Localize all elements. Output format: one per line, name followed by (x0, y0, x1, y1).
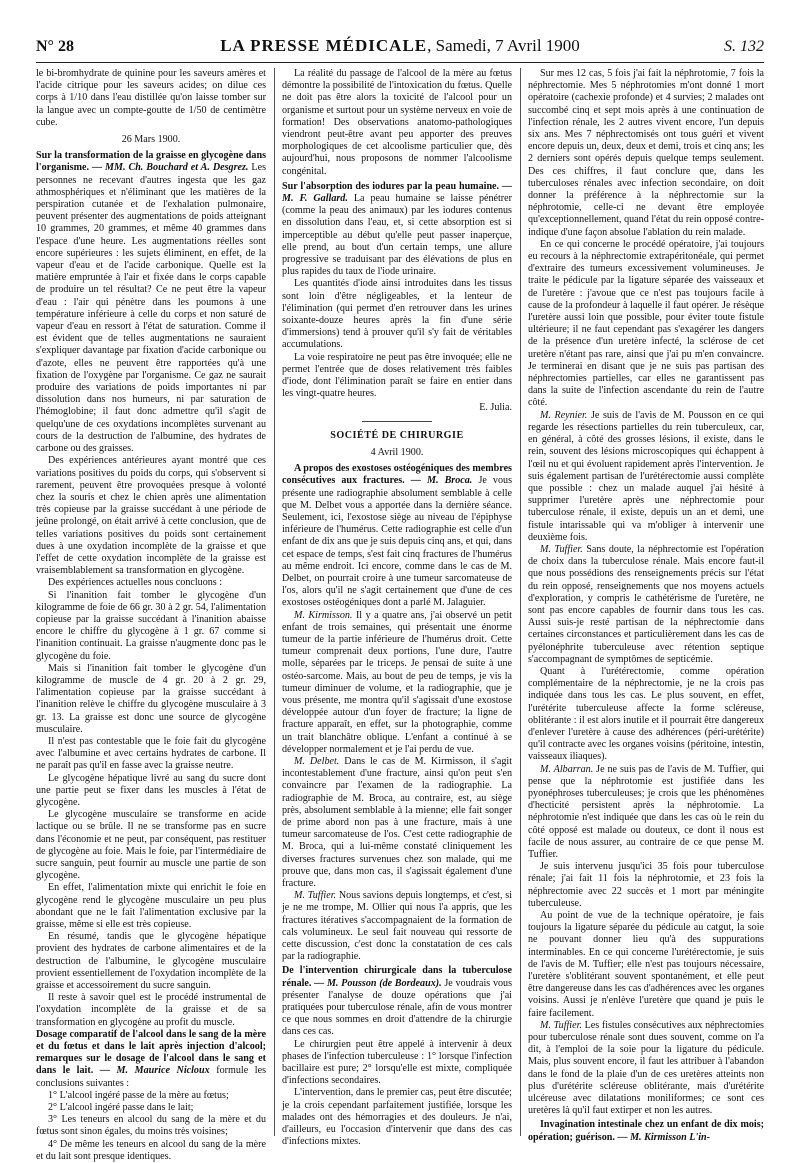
paragraph: Des expériences actuelles nous concluons : (48, 577, 223, 589)
paragraph: Je ne suis pas de l'avis de M. Tuffier, qui pense que la néphrotomie est justifiée dans les pyonéphroses tuberculeuses; je crois que les phénomènes d'hecticité persistent après la néphrotomie. La néphrotomie n'est indiquée que dans les cas où le rein du côté opposé est malade ou douteux, ce dont il nous est facile de nous assurer, au contraire de ce que pense M. Tuffier. (528, 763, 765, 860)
paragraph: Il y a quatre ans, j'ai observé un petit enfant de trois semaines, qui présentait une énorme tumeur de la partie inférieure de l'humérus droit. Cette tumeur comprenait deux portions, l'une dure, l'autre molle, séparées par le triceps. Je pensai de suite à une ostéo-sarcome. Mais, au bout de peu de temps, je vis la tumeur diminuer de volume, et la radiographie, que je vous présente, me montra qu'il s'agissait d'une exostose développée autour d'un foyer de fracture; la ligne de fracture apparaît, en effet, sur la photographie, comme un trait blanchâtre oblique. L'enfant a continué à se développer normalement et je l'ai perdu de vue. (282, 609, 512, 755)
column-2 (282, 68, 513, 1148)
list-item: 2° L'alcool ingéré passe dans le lait; (48, 1102, 194, 1114)
article-authors: — M. Maurice Nicloux (99, 1065, 210, 1077)
journal-title (0, 36, 800, 56)
paragraph: En effet, l'alimentation mixte qui enrichit le foie en glycogène rend le glycogène musculaire un peu plus abondant que ne le fait l'alimentation exclusive par la graisse, même si elle est très copieuse. (36, 882, 266, 931)
issue-number: N° 28 (36, 38, 74, 55)
article-title: Sur la transformation de la graisse en glycogène dans l'organisme. (36, 150, 266, 174)
article-heading (282, 965, 512, 1038)
list-item: 4° De même les teneurs en alcool du sang de la mère et du lait sont presque identiques. (36, 1138, 266, 1162)
page-number: S. 132 (724, 38, 764, 55)
page-header (0, 0, 800, 62)
paragraph: Si l'inanition fait tomber le glycogène d'un kilogramme de foie de 66 gr. 30 à 2 gr. 54, l'alimentation copieuse par la graisse succédant à l'inanition abaisse encore le chiffre du glycogène à 1 gr. 67 comme si l'inanition continuait. La graisse n'augmente donc pas le glycogène du foie. (36, 589, 266, 662)
paragraph: Le glycogène hépatique livré au sang du sucre dont une partie peut se fixer dans les muscles à l'état de glycogène. (36, 772, 266, 808)
column-1 (36, 68, 266, 1162)
speaker: M. Delbet. (294, 755, 340, 767)
paragraph: En résumé, tandis que le glycogène hépatique provient des hydrates de carbone alimentaires et de la destruction de l'albumine, le glycogène musculaire provient essentiellement de l'oxydation incomplète de la graisse et accessoirement du sucre sanguin. (36, 931, 266, 992)
paragraph: Les quantités d'iode ainsi introduites dans les tissus sont loin d'être négligeables, et la lenteur de l'élimination (qui permet d'en retrouver dans les urines soixante-douze heures après la fin d'une série d'immersions) tend à prouver qu'il s'y fait de véritables accumulations. (282, 278, 512, 351)
column-divider (520, 68, 521, 1136)
list-item: 1° L'alcool ingéré passe de la mère au fœtus; (48, 1089, 229, 1101)
paragraph: Je suis intervenu jusqu'ici 35 fois pour tuberculose rénale; j'ai fait 11 fois la néphrotomie, et 23 fois la néphrectomie avec 22 succès et 1 mort par méningite tuberculeuse. (528, 861, 764, 909)
header-rule (36, 62, 764, 63)
speaker: M. Kirmisson. (294, 609, 353, 621)
speaker: M. Tuffier. (294, 890, 337, 902)
speech (282, 610, 512, 756)
article-heading (36, 150, 266, 455)
speech (528, 1020, 764, 1118)
article-authors: — M. F. Gallard. (282, 180, 512, 205)
article-heading (36, 1029, 266, 1090)
article-authors: — MM. Ch. Bouchard et A. Desgrez. (91, 162, 249, 174)
article-title: Dosage comparatif de l'alcool dans le sang de la mère et du fœtus et dans le lait après injection d'alcool; remarques sur le dosage de l'alcool dans le sang et dans le lait. (36, 1028, 266, 1077)
journal-name: LA PRESSE MÉDICALE (220, 36, 428, 55)
paragraph: L'intervention, dans le premier cas, peut être discutée; je la crois cependant parfaitement justifiée, lorsque les malades ont des hémorragies et des douleurs. Je n'ai, d'ailleurs, eu l'occasion d'intervenir que dans des cas d'infections mixtes. (282, 1087, 512, 1148)
article-heading (528, 1119, 764, 1143)
speaker: M. Reynier. (540, 409, 588, 421)
article-title: A propos des exostoses ostéogéniques des membres consécutives aux fractures. (282, 463, 512, 487)
article-authors: — M. Kirmisson L'in- (617, 1131, 711, 1143)
speech (528, 410, 764, 544)
speech (282, 890, 512, 963)
paragraph: Sans doute, la néphrectomie est l'opération de choix dans la tuberculose rénale. Mais encore faut-il que nous possédions des renseignements précis sur l'état du rein opposé, renseignements que nos moyens actuels d'exploration, y compris le cathétérisme de l'uretère, ne sont pas encore capables de fournir dans tous les cas. Aussi suis-je resté partisan de la néphrectomie dans certaines circonstances et particulièrement dans les cas de pyélonéphrite tuberculeuse avec rétention septique s'accompagnant de symptômes de septicémie. (528, 543, 764, 665)
signature: E. Julia. (479, 402, 512, 414)
paragraph: Il reste à savoir quel est le procédé instrumental de l'oxydation incomplète de la graisse et de sa transformation en glycogène au profit du muscle. (36, 992, 266, 1028)
speaker: M. Tuffier. (540, 543, 583, 555)
paragraph: formule les conclusions suivantes : (36, 1065, 266, 1089)
paragraph: Il n'est pas contestable que le foie fait du glycogène avec l'albumine et avec certains hydrates de carbone. Il ne paraît pas qu'il en fasse avec la graisse neutre. (36, 735, 266, 772)
section-divider (362, 421, 432, 422)
paragraph: Au point de vue de la technique opératoire, je fais toujours la ligature séparée du pédicule au catgut, la soie ne pouvant donner lieu qu'à des suppurations interminables. En ce qui concerne l'urétérectomie, je suis de l'avis de M. Tuffier; elle n'est pas toujours nécessaire, l'uretère s'oblitérant souvent spontanément, et elle peut être dangereuse dans les cas d'adhérences avec les organes voisins. Aussi je n'enlève l'uretère que quand je puis le faire facilement. (528, 910, 764, 1019)
speech (528, 764, 764, 862)
speech (528, 544, 764, 666)
paragraph: Le glycogène musculaire se transforme en acide lactique ou se brûle. Il ne se transforme pas en sucre dans l'économie et ne peut, par conséquent, pas restituer de glycogène au foie. Mais le foie, par l'intermédiaire de sucre sanguin, peut fournir au muscle une partie de son glycogène. (36, 809, 266, 882)
paragraph: Je voudrais vous présenter l'analyse de douze opérations que j'ai pratiquées pour tuberculose rénale, afin de vous montrer ce que nous sommes en droit d'attendre de la chirurgie dans ces cas. (282, 977, 513, 1038)
speaker: M. Tuffier. (540, 1019, 582, 1031)
article-title: Sur l'absorption des iodures par la peau humaine. (282, 180, 500, 192)
article-authors: — M. Pousson (de Bordeaux). (314, 977, 442, 989)
paragraph: La peau humaine se laisse pénétrer (comme la peau des animaux) par les iodures contenus en dissolution dans l'eau, et, si cette absorption est si imperceptible au début qu'elle peut passer inaperçue, elle prend, au bout d'un certain temps, une allure progressive se traduisant par des élévations de plus en plus rapides du taux de l'iode urinaire. (282, 193, 512, 278)
speech (282, 756, 512, 890)
paragraph: Dans le cas de M. Kirmisson, il s'agit incontestablement d'une fracture, ainsi qu'on peut s'en convaincre par l'examen de la radiographie. La radiographie de M. Broca, au contraire, est, au siège près, absolument semblable à la mienne; elle fait songer de prime abord non pas à une fracture, mais à une tumeur sarcomateuse de l'os. C'est cette radiographie de M. Broca, qui a lui-même constaté cliniquement les diverses fractures survenues chez son malade, qui me prouve que, dans mon cas, il s'agissait également d'une fracture. (282, 755, 513, 889)
paragraph: La voie respiratoire ne peut pas être invoquée; elle ne permet l'entrée que de doses relativement très faibles d'iode, dont l'élimination paraît se faire en entier dans les vingt-quatre heures. (282, 351, 512, 400)
paragraph: Quant à l'urétérectomie, comme opération complémentaire de la néphrectomie, je ne la crois pas indiquée dans tous les cas. Le plus souvent, en effet, l'urétérite tuberculeuse affecte la forme scléreuse, oblitérante : il est alors inutile et il pourrait être dangereux d'enlever l'uretère à cause des adhérences (péri-urétérite) qu'il contracte avec les organes voisins (péritoine, intestin, vaisseaux iliaques). (528, 665, 764, 763)
list-item: 3° Les teneurs en alcool du sang de la mère et du fœtus sont sinon égales, du moins très voisines; (36, 1114, 266, 1138)
paragraph: Je vous présente une radiographie absolument semblable à celle que M. Delbet vous a apportée dans la dernière séance. Seulement, ici, l'exostose siège au niveau de l'épiphyse inférieure de l'humérus. Cette radiographie est celle d'un enfant de dix ans que je suis depuis cinq ans, et qui, dans cet espace de temps, s'est fait cinq fractures de l'humérus au même endroit. Ici encore, comme dans le cas de M. Delbet, on pourrait croire à une tumeur sarcomateuse de l'os, alors qu'il ne s'agit certainement que d'une de ces exostoses ostéogéniques dont a parlé M. Jalaguier. (282, 475, 512, 609)
issue-date: , Samedi, 7 Avril 1900 (427, 36, 580, 55)
paragraph: Les fistules consécutives aux néphrectomies pour tuberculose rénale sont dues souvent, comme on l'a dit, à l'emploi de la soie pour la ligature du pédicule. Mais, plus souvent encore, il faut les attribuer à l'abandon dans le fond de la plaie d'un de ces uretères atteints non plus d'urétérite scléreuse oblitérante, mais d'urétérite ulcéreuse avec dilatations moniliformes; ce sont ces uretères là qu'il faut extirper et non les autres. (528, 1019, 764, 1117)
paragraph: Des expériences antérieures ayant montré que ces variations positives du poids du corps, qui s'observent si rarement, peuvent être provoquées presque à volonté chez la souris et chez le chien après une alimentation très copieuse par la graisse succédant à une période de jeûne prolongé, on était arrivé à cette conclusion, que de telles variations positives du poids sont certainement dues à une oxydation incomplète de la graisse et que l'effet de cette oxydation incomplète de la graisse est vraisemblablement sa transformation en glycogène. (36, 455, 266, 577)
article-title: Invagination intestinale chez un enfant de dix mois; opération; guérison. (528, 1119, 764, 1143)
speaker: M. Albarran. (540, 763, 594, 775)
paragraph: Le chirurgien peut être appelé à intervenir à deux phases de l'infection tuberculeuse : 1° lorsque l'infection bacillaire est pure; 2° lorsqu'elle est mixte, compliquée d'infections secondaires. (282, 1038, 512, 1087)
paragraph: Nous savions depuis longtemps, et c'est, si je ne me trompe, M. Ollier qui nous l'a appris, que les fractures itératives s'accompagnaient de la formation de cals volumineux. Le seul fait nouveau qui ressorte de cette discussion, c'est donc la constatation de ces cals par la radiographie. (282, 890, 512, 963)
section-title: SOCIÉTÉ DE CHIRURGIE (330, 429, 464, 441)
paragraph: Les personnes ne recevant d'autres ingesta que les gaz athmosphériques et n'éliminant que les matières de la perspiration cutanée et de l'exhalation pulmonaire, peuvent présenter des augmentations de poids atteignant 10 grammes, 20 grammes, et même 40 grammes dans l'espace d'une heure. Les augmentations réelles sont encore supérieures : les sujets éliminent, en effet, de la vapeur d'eau et de l'acide carbonique. Quelle est la matière empruntée à l'air et fixée dans le corps capable de produire un tel résultat? Ce ne peut être la vapeur d'eau : l'air qui pénètre dans les poumons à une température inférieure à celle du corps et non saturé de vapeur d'eau en ressort à l'état de saturation. Comme il est évident que de telles augmentations ne sauraient s'expliquer davantage par fixation d'acide carbonique ou d'azote, elles ne peuvent être rapportées qu'à une fixation de l'oxygène par l'organisme. Ce gaz ne saurait produire des variations de poids importantes ni par dissolution dans nos humeurs, ni par saturation de l'hémoglobine; il faut donc admettre qu'il s'agit de quelqu'une de ces oxydations incomplètes survenant au cours de la destruction de l'albumine, des hydrates de carbone ou des graisses. (36, 162, 266, 455)
paragraph: Sur mes 12 cas, 5 fois j'ai fait la néphrotomie, 7 fois la néphrectomie. Mes 5 néphrotomies m'ont donné 1 mort opératoire (cachexie profonde) et 4 survies; 2 malades ont succombé cinq et sept mois après à une continuation de l'infection rénale, les 2 autres vivent encore, l'un depuis six ans. Mes 7 néphrectomisés ont tous guéri et vivent encore depuis un, deux, deux et demi, trois et cinq ans; les 2 derniers sont opérés depuis quelque temps seulement. Des ces chiffres, il faut conclure que, dans les tuberculoses rénales avec infection secondaire, on doit donner la préférence à la néphrectomie sur la néphrotomie, celle-ci ne devant être employée qu'exceptionnellement, quand l'état du rein opposé contre-indique d'une façon absolue l'ablation du rein malade. (528, 68, 764, 238)
paragraph: Mais si l'inanition fait tomber le glycogène d'un kilogramme de muscle de 4 gr. 20 à 2 gr. 29, l'alimentation copieuse par la graisse succédant à l'inanition relève le chiffre du glycogène musculaire à 3 gr. 13. La graisse est donc une source de glycogène musculaire. (36, 662, 266, 735)
session-date: 26 Mars 1900. (121, 134, 181, 146)
article-heading (282, 181, 512, 279)
article-authors: — M. Broca. (410, 475, 473, 487)
paragraph: Je suis de l'avis de M. Pousson en ce qui regarde les résections partielles du rein tuberculeux, car, en général, à côté des grosses lésions, il existe, dans le rein, souvent des lésions microscopiques qui échappent à l'œil nu et qui évoluent rapidement après l'intervention. Je suis également partisan de l'urétérectomie aussi complète que possible : chez un malade auquel j'ai hésité à supprimer l'uretère après une néphrectomie pour tuberculose rénale, il existe, depuis un an et demi, une fistule intarissable qui va m'obliger à intervenir une deuxième fois. (528, 409, 764, 543)
column-3 (528, 68, 765, 1143)
session-date: 4 Avril 1900. (370, 446, 424, 458)
paragraph: le bi-bromhydrate de quinine pour les saveurs amères et l'acide citrique pour les saveurs acides; on dilue ces corps à 1/10 dans l'eau distillée qu'on laisse tomber sur la langue avec un compte-goutte de 1/50 de centimètre cube. (36, 68, 266, 128)
article-heading (282, 463, 512, 609)
column-divider (274, 68, 275, 1136)
article-title: De l'intervention chirurgicale dans la tuberculose rénale. (282, 965, 512, 989)
paragraph: En ce qui concerne le procédé opératoire, j'ai toujours eu recours à la néphrectomie extrapéritonéale, qui permet d'extraire des tumeurs excessivement volumineuses. Je traite le pédicule par la ligature séparée des vaisseaux et de l'uretère : j'avoue que ce n'est pas toujours facile à cause de la profondeur à laquelle il faut opérer. Je résèque l'uretère aussi loin que possible, pour éviter toute fistule ultérieure; il ne faut cependant pas s'exagérer les dangers de la présence d'un uretère infecté, la sclérose de cet uretère n'étant pas rare, ainsi que j'ai pu m'en convaincre. Je terminerai en disant que je ne suis pas partisan des néphrectomies partielles, car elles ne garantissent pas dans la suite de l'infection ascendante du rein de l'autre côté. (528, 238, 764, 409)
paragraph: La réalité du passage de l'alcool de la mère au fœtus démontre la possibilité de l'intoxication du fœtus. Quelle ne doit pas être alors la toxicité de l'alcool pour un organisme et surtout pour un système nerveux en voie de formation! Des observations anatomo-pathologiques viendront peut-être avant peu apporter des preuves morphologiques de cet alcoolisme particulier que, dès aujourd'hui, nous proposons de nommer l'alcoolisme congénital. (282, 68, 512, 177)
